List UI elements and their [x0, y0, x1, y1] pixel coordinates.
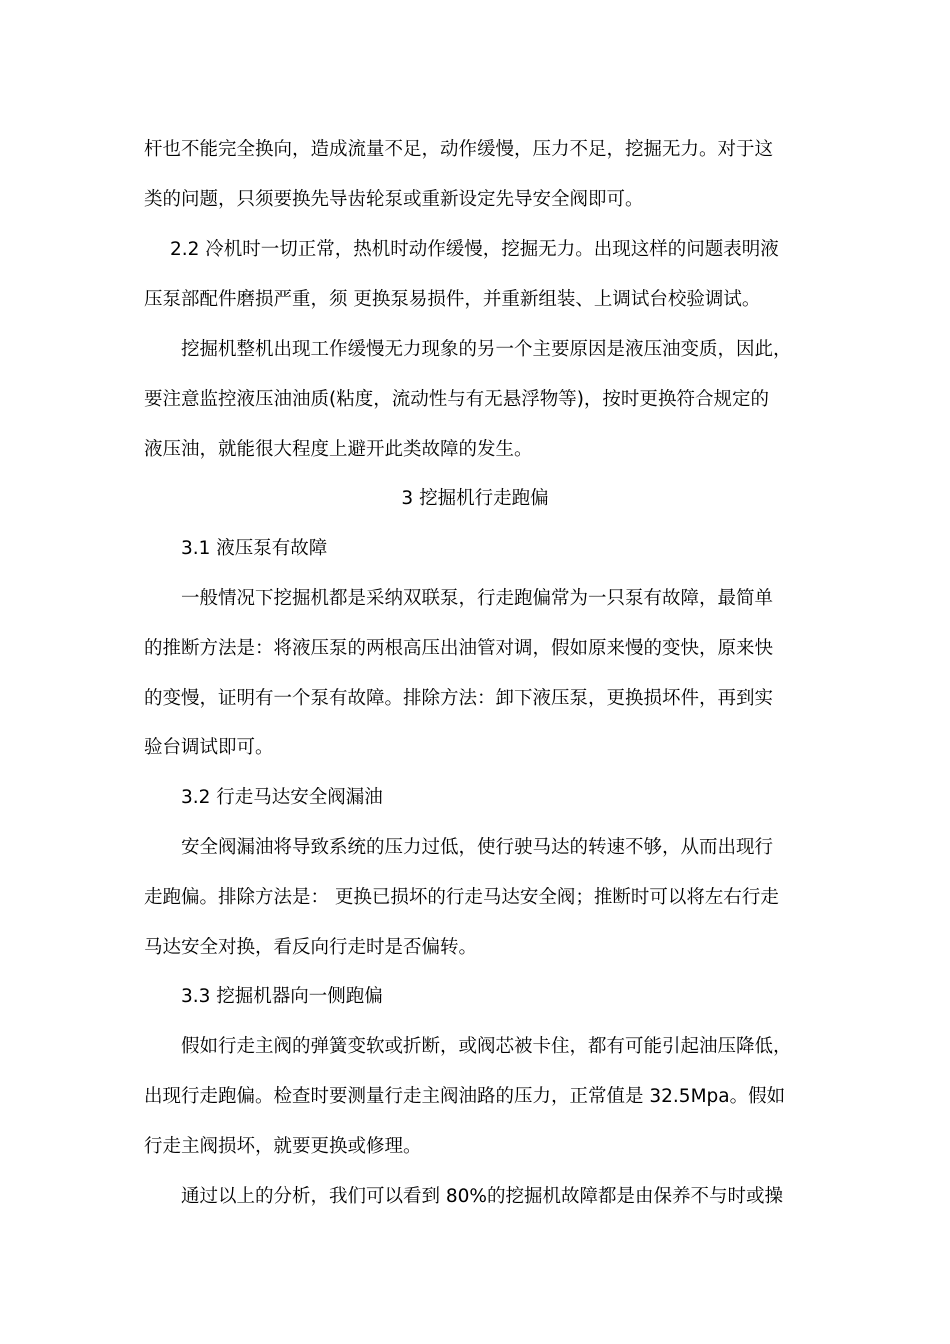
subsection-heading: 3.2 行走马达安全阀漏油: [181, 787, 383, 808]
paragraph-line: 挖掘机整机出现工作缓慢无力现象的另一个主要原因是液压油变质，因此，: [181, 339, 792, 360]
paragraph-line: 要注意监控液压油油质(粘度，流动性与有无悬浮物等)，按时更换符合规定的: [144, 389, 769, 410]
section-heading: 3 挖掘机行走跑偏: [401, 488, 549, 509]
paragraph-line: 出现行走跑偏。检查时要测量行走主阀油路的压力，正常值是 32.5Mpa。假如: [144, 1086, 786, 1107]
paragraph-line: 马达安全对换，看反向行走时是否偏转。: [144, 937, 478, 958]
paragraph-line: 行走主阀损坏，就要更换或修理。: [144, 1136, 422, 1157]
paragraph-line: 走跑偏。排除方法是： 更换已损坏的行走马达安全阀；推断时可以将左右行走: [144, 887, 779, 908]
paragraph-line: 通过以上的分析，我们可以看到 80%的挖掘机故障都是由保养不与时或操: [181, 1186, 784, 1207]
subsection-heading: 3.3 挖掘机器向一侧跑偏: [181, 986, 383, 1007]
paragraph-line: 类的问题，只须要换先导齿轮泵或重新设定先导安全阀即可。: [144, 189, 644, 210]
paragraph-line: 压泵部配件磨损严重，须 更换泵易损件，并重新组装、上调试台校验调试。: [144, 289, 761, 310]
paragraph-line: 验台调试即可。: [144, 737, 274, 758]
paragraph-line: 的推断方法是：将液压泵的两根高压出油管对调，假如原来慢的变快，原来快: [144, 638, 774, 659]
paragraph-line: 杆也不能完全换向，造成流量不足，动作缓慢，压力不足，挖掘无力。对于这: [144, 139, 774, 160]
paragraph-line: 液压油，就能很大程度上避开此类故障的发生。: [144, 439, 533, 460]
subsection-heading: 3.1 液压泵有故障: [181, 538, 328, 559]
paragraph-line: 安全阀漏油将导致系统的压力过低，使行驶马达的转速不够，从而出现行: [181, 837, 774, 858]
paragraph-line: 假如行走主阀的弹簧变软或折断，或阀芯被卡住，都有可能引起油压降低，: [181, 1036, 792, 1057]
paragraph-line: 一般情况下挖掘机都是采纳双联泵，行走跑偏常为一只泵有故障，最简单: [181, 588, 774, 609]
paragraph-line: 2.2 冷机时一切正常，热机时动作缓慢，挖掘无力。出现这样的问题表明液: [170, 239, 779, 260]
paragraph-line: 的变慢，证明有一个泵有故障。排除方法：卸下液压泵，更换损坏件，再到实: [144, 688, 774, 709]
